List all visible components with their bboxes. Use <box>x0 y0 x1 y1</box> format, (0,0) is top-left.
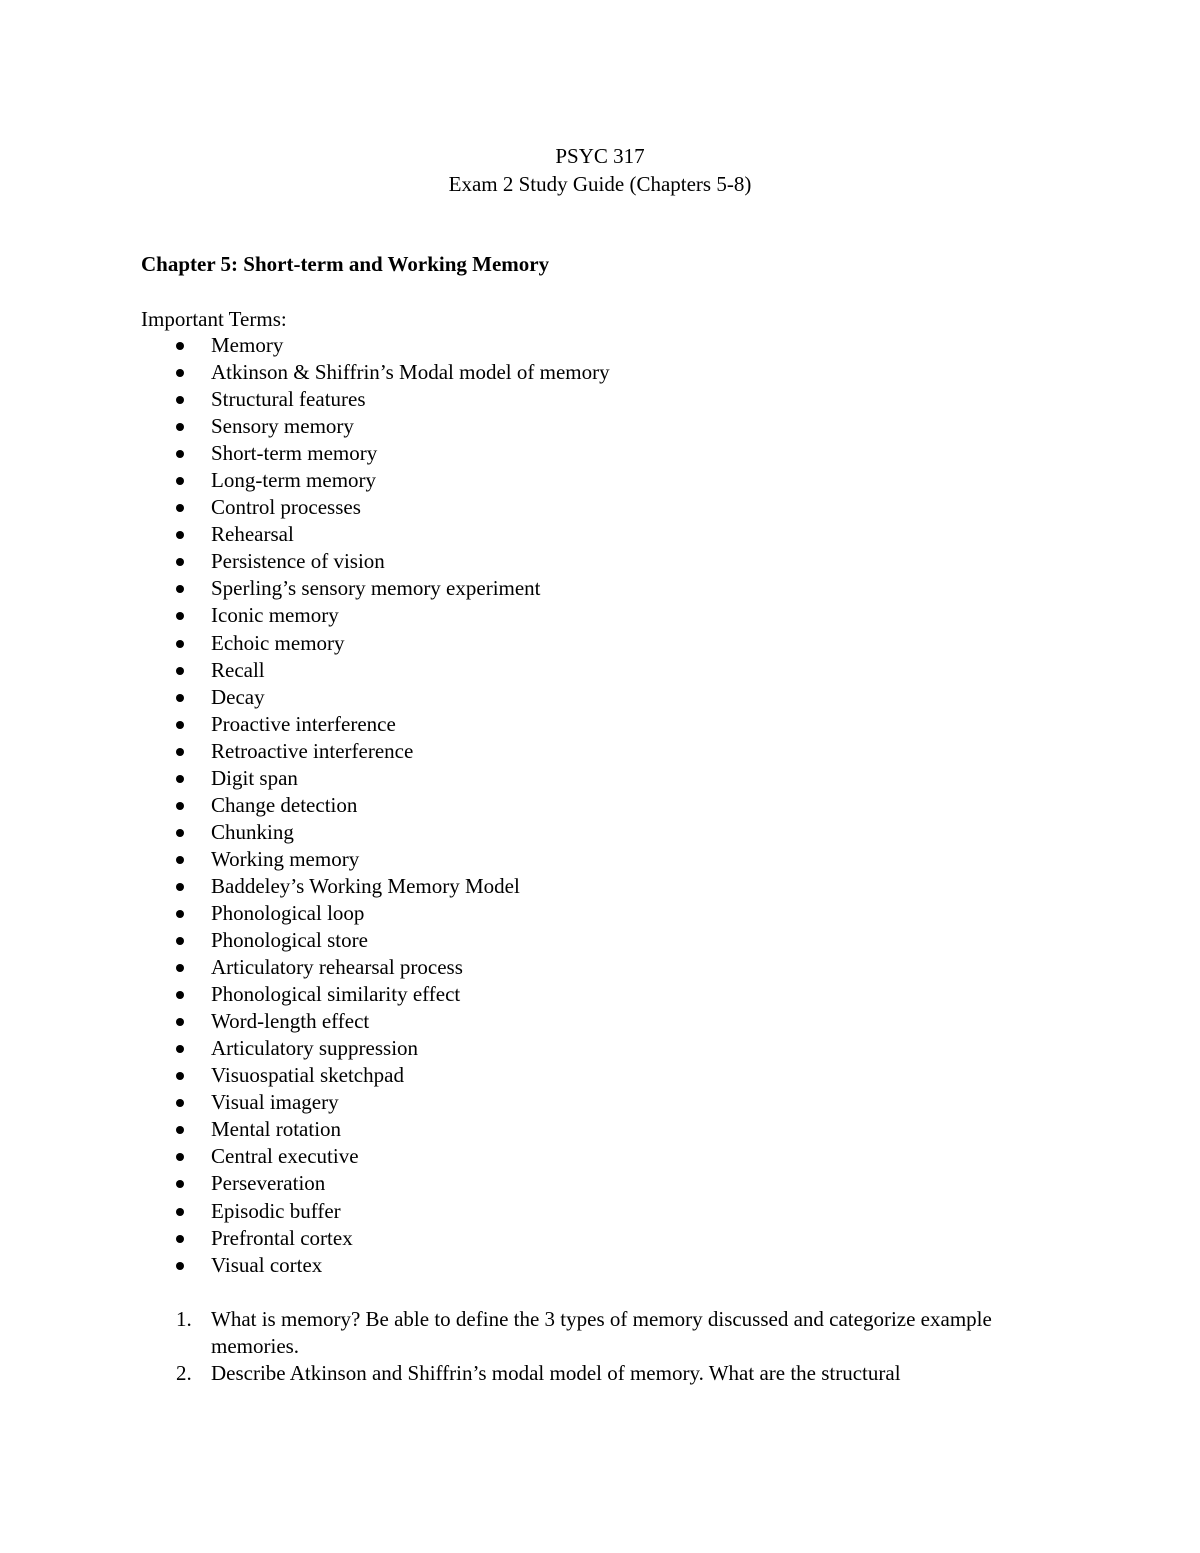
term-item <box>0 1008 610 1035</box>
term-text: Working memory <box>211 846 360 871</box>
term-item <box>0 1252 610 1279</box>
term-item <box>0 981 610 1008</box>
term-text: Phonological store <box>211 928 368 953</box>
term-text: Retroactive interference <box>211 738 414 763</box>
bullet-icon <box>176 1126 184 1134</box>
bullet-icon <box>176 802 184 810</box>
bullet-icon <box>176 396 184 404</box>
course-code: PSYC 317 <box>555 144 645 168</box>
term-text: Decay <box>211 684 265 709</box>
question-number: 2. <box>176 1361 192 1385</box>
document-header <box>0 142 1200 198</box>
term-text: Control processes <box>211 495 361 520</box>
term-text: Central executive <box>211 1144 359 1169</box>
question-item <box>0 1360 1011 1387</box>
document-title: Exam 2 Study Guide (Chapters 5-8) <box>448 172 752 196</box>
term-text: Episodic buffer <box>211 1198 341 1223</box>
term-item <box>0 1143 610 1170</box>
term-text: Echoic memory <box>211 630 345 655</box>
term-item <box>0 873 610 900</box>
bullet-icon <box>176 1262 184 1270</box>
term-item <box>0 494 610 521</box>
term-item <box>0 467 610 494</box>
term-item <box>0 738 610 765</box>
bullet-icon <box>176 477 184 485</box>
term-item <box>0 900 610 927</box>
term-item <box>0 575 610 602</box>
term-text: Recall <box>211 657 265 682</box>
question-item <box>0 1306 1011 1360</box>
term-item <box>0 359 610 386</box>
term-item <box>0 521 610 548</box>
bullet-icon <box>176 1208 184 1216</box>
term-item <box>0 819 610 846</box>
term-item <box>0 440 610 467</box>
term-item <box>0 548 610 575</box>
study-questions-list <box>0 1306 1011 1387</box>
question-text: What is memory? Be able to define the 3 types of memory discussed and categorize example memories. <box>211 1307 992 1358</box>
bullet-icon <box>176 937 184 945</box>
bullet-icon <box>176 342 184 350</box>
term-item <box>0 792 610 819</box>
term-item <box>0 846 610 873</box>
term-text: Visuospatial sketchpad <box>211 1063 404 1088</box>
term-text: Rehearsal <box>211 522 294 547</box>
bullet-icon <box>176 1235 184 1243</box>
bullet-icon <box>176 991 184 999</box>
bullet-icon <box>176 531 184 539</box>
bullet-icon <box>176 829 184 837</box>
bullet-icon <box>176 1018 184 1026</box>
term-text: Baddeley’s Working Memory Model <box>211 873 520 898</box>
term-item <box>0 765 610 792</box>
term-item <box>0 386 610 413</box>
bullet-icon <box>176 423 184 431</box>
bullet-icon <box>176 1180 184 1188</box>
term-item <box>0 413 610 440</box>
term-text: Short-term memory <box>211 441 378 466</box>
term-text: Proactive interference <box>211 711 396 736</box>
term-item <box>0 1198 610 1225</box>
important-terms-label: Important Terms: <box>141 307 287 331</box>
bullet-icon <box>176 1153 184 1161</box>
term-text: Perseveration <box>211 1171 326 1196</box>
bullet-icon <box>176 640 184 648</box>
bullet-icon <box>176 1072 184 1080</box>
bullet-icon <box>176 964 184 972</box>
bullet-icon <box>176 585 184 593</box>
term-text: Digit span <box>211 765 298 790</box>
term-item <box>0 711 610 738</box>
term-text: Articulatory suppression <box>211 1036 419 1061</box>
bullet-icon <box>176 721 184 729</box>
term-text: Prefrontal cortex <box>211 1225 353 1250</box>
important-terms-list <box>0 332 610 1279</box>
term-text: Sperling’s sensory memory experiment <box>211 576 541 601</box>
bullet-icon <box>176 1045 184 1053</box>
bullet-icon <box>176 369 184 377</box>
term-item <box>0 1116 610 1143</box>
bullet-icon <box>176 1099 184 1107</box>
term-text: Articulatory rehearsal process <box>211 955 463 980</box>
term-text: Atkinson & Shiffrin’s Modal model of memory <box>211 360 610 385</box>
term-text: Phonological loop <box>211 900 365 925</box>
question-number: 1. <box>176 1307 192 1331</box>
term-item <box>0 630 610 657</box>
term-item <box>0 954 610 981</box>
bullet-icon <box>176 667 184 675</box>
bullet-icon <box>176 883 184 891</box>
term-item <box>0 927 610 954</box>
term-text: Phonological similarity effect <box>211 982 461 1007</box>
term-text: Iconic memory <box>211 603 339 628</box>
term-item <box>0 1062 610 1089</box>
bullet-icon <box>176 856 184 864</box>
term-text: Word-length effect <box>211 1009 370 1034</box>
term-item <box>0 332 610 359</box>
term-text: Structural features <box>211 387 366 412</box>
term-text: Persistence of vision <box>211 549 385 574</box>
question-text: Describe Atkinson and Shiffrin’s modal model of memory. What are the structural <box>211 1361 901 1385</box>
term-item <box>0 1225 610 1252</box>
term-text: Long-term memory <box>211 468 377 493</box>
term-item <box>0 1089 610 1116</box>
bullet-icon <box>176 450 184 458</box>
term-text: Chunking <box>211 819 294 844</box>
bullet-icon <box>176 612 184 620</box>
term-text: Visual imagery <box>211 1090 339 1115</box>
term-item <box>0 657 610 684</box>
term-text: Visual cortex <box>211 1252 323 1277</box>
bullet-icon <box>176 910 184 918</box>
bullet-icon <box>176 504 184 512</box>
bullet-icon <box>176 558 184 566</box>
term-text: Memory <box>211 333 284 357</box>
chapter-heading: Chapter 5: Short-term and Working Memory <box>141 252 550 276</box>
term-text: Change detection <box>211 792 358 817</box>
term-item <box>0 1035 610 1062</box>
bullet-icon <box>176 748 184 756</box>
term-text: Sensory memory <box>211 414 354 439</box>
term-item <box>0 684 610 711</box>
bullet-icon <box>176 694 184 702</box>
term-text: Mental rotation <box>211 1117 342 1142</box>
term-item <box>0 1170 610 1197</box>
term-item <box>0 602 610 629</box>
bullet-icon <box>176 775 184 783</box>
